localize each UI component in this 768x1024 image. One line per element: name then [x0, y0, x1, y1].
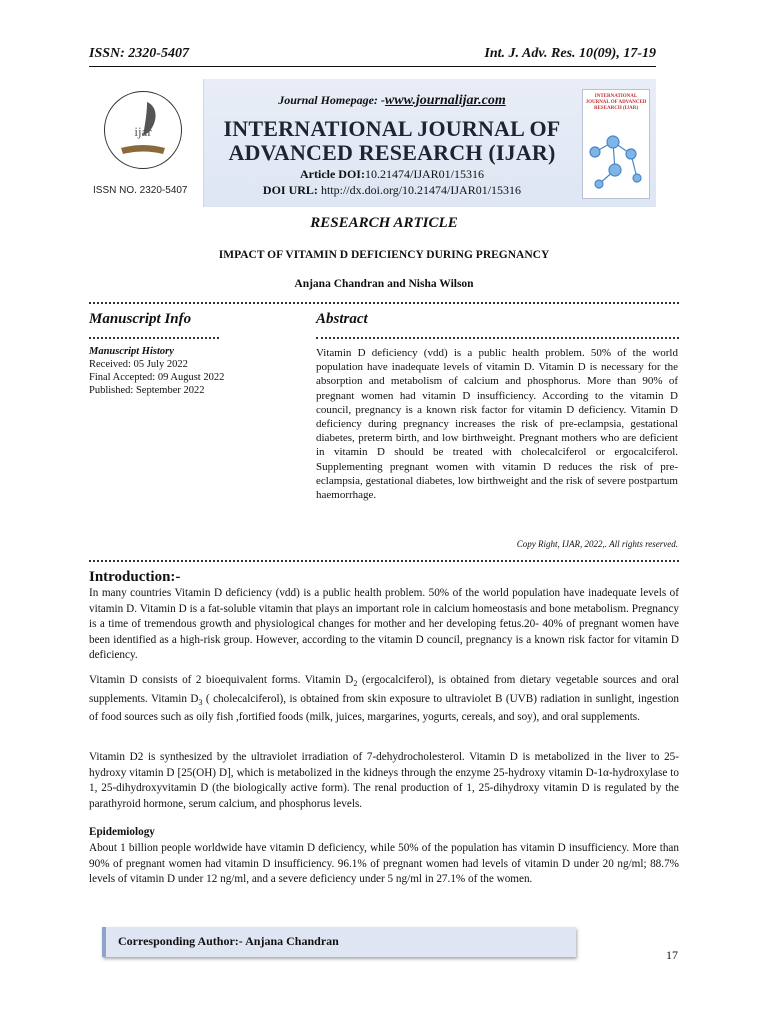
- article-authors: Anjana Chandran and Nisha Wilson: [294, 278, 474, 290]
- abstract-text: Vitamin D deficiency (vdd) is a public health problem. 50% of the world population have inadequate levels of vitamin D. Vitamin D is necessary for the absorption and metabolism of calcium and phosphorus. More than 90% of pregnant women had vitamin D insufficiency. According to the vitamin D council, pregnancy is a known risk factor for vitamin D deficiency. Vitamin D deficiency during pregnancy increases the risk of pre-eclampsia, gestational diabetes, preterm birth, and low birthweight. Pregnant mothers who are deficient in vitamin D should be treated with cholecalciferol or ergocalciferol. Supplementing pregnant women with vitamin D reduces the risk of pre-eclampsia, gestational diabetes, low birthweight and the risk of severe postpartum haemorrhage.: [316, 347, 678, 502]
- homepage-link[interactable]: www.journalijar.com: [384, 93, 506, 108]
- doi-label: Article DOI:: [300, 167, 365, 181]
- article-doi: [207, 167, 577, 182]
- copyright-notice: Copy Right, IJAR, 2022,. All rights reserved.: [516, 539, 678, 549]
- dotted-divider: [89, 560, 679, 565]
- journal-title-line1: INTERNATIONAL JOURNAL OF: [223, 116, 561, 141]
- history-label: Manuscript History: [89, 346, 174, 357]
- article-title: IMPACT OF VITAMIN D DEFICIENCY DURING PREGNANCY: [218, 249, 550, 261]
- issn-label: ISSN: 2320-5407: [89, 46, 189, 61]
- abstract-heading: Abstract: [316, 311, 368, 327]
- quill-logo-icon: [104, 91, 182, 169]
- doi-url-label: DOI URL:: [262, 183, 318, 197]
- running-header: [89, 44, 656, 67]
- accepted-date: Final Accepted: 09 August 2022: [89, 372, 225, 383]
- manuscript-history: [89, 345, 224, 397]
- journal-cover-image: [582, 89, 650, 199]
- paragraph: Vitamin D consists of 2 bioequivalent forms. Vitamin $D_2$ (ergocalciferol), is obtained from dietary vegetable sources and oral supplements. Vitamin $D_3$ ( cholecalciferol), is obtained from skin exposure to ultraviolet B (UVB) radiation in sunlight, ingestion of food sources such as oily fish ,fortified foods (milk, juices, margarines, yogurts, cereals, and soy), and oral supplements.: [89, 674, 680, 724]
- paragraph: About 1 billion people worldwide have vitamin D deficiency, while 50% of the population has vitamin D insufficiency. More than 90% of pregnant women had vitamin D insufficiency. 96.1% of pregnant women had levels of vitamin D under 20 ng/ml; 88.7% levels of vitamin D under 12 ng/ml, and a severe deficiency under 5 ng/ml in 27.1% of the women.: [89, 842, 679, 885]
- paragraph: In many countries Vitamin D deficiency (vdd) is a public health problem. 50% of the world population have inadequate levels of vitamin D. Vitamin D is a fat-soluble vitamin that plays an important role in calcium homeostasis and bone metabolism. Pregnancy is a time of tremendous growth and physiological changes for mother and her developing fetus.20- 40% of pregnant women have been identified as a high-risk group. However, according to the vitamin D council, pregnancy is a known risk factor for vitamin D deficiency.: [89, 587, 679, 661]
- epidemiology-heading: Epidemiology: [89, 826, 155, 838]
- logo-issn: ISSN NO. 2320-5407: [93, 185, 188, 196]
- dotted-divider: [316, 337, 679, 342]
- page-number: 17: [666, 948, 678, 962]
- introduction-heading: Introduction:-: [89, 569, 181, 585]
- corresponding-author: Corresponding Author:- Anjana Chandran: [118, 934, 339, 948]
- corresponding-author-box: [102, 927, 576, 957]
- journal-title: [207, 117, 577, 165]
- journal-banner: [89, 79, 656, 207]
- molecule-icon: [583, 112, 649, 198]
- dotted-divider: [89, 302, 679, 307]
- paragraph: Vitamin D2 is synthesized by the ultraviolet irradiation of 7-dehydrocholesterol. Vitamin D is metabolized in the liver to 25-hydroxy vitamin D [25(OH) D], which is metabolized in the kidneys through the enzyme 25-hydroxy vitamin D-1α-hydroxylase to 1, 25-dihydroxyvitamin D (the biologically active form). The renal production of 1, 25-dihydroxy vitamin D is regulated by the parathyroid hormone, serum calcium, and phosphorus levels.: [89, 751, 679, 810]
- doi-url: [207, 183, 577, 198]
- manuscript-info-heading: Manuscript Info: [89, 311, 192, 327]
- article-type: RESEARCH ARTICLE: [310, 215, 458, 231]
- doi-value: 10.21474/IJAR01/15316: [364, 167, 484, 181]
- cover-title: INTERNATIONAL JOURNAL OF ADVANCED RESEARCH (IJAR): [585, 94, 647, 111]
- banner-center: [207, 79, 577, 207]
- published-date: Published: September 2022: [89, 385, 205, 396]
- logo-text: ijar: [134, 124, 152, 139]
- journal-title-line2: ADVANCED RESEARCH (IJAR): [228, 140, 556, 165]
- citation-label: Int. J. Adv. Res. 10(09), 17-19: [484, 46, 656, 61]
- doi-url-link[interactable]: http://dx.doi.org/10.21474/IJAR01/15316: [320, 183, 522, 197]
- journal-logo: [89, 79, 204, 207]
- journal-homepage: [207, 93, 577, 109]
- received-date: Received: 05 July 2022: [89, 359, 188, 370]
- dotted-divider: [89, 337, 219, 342]
- homepage-label: Journal Homepage: -: [278, 93, 385, 107]
